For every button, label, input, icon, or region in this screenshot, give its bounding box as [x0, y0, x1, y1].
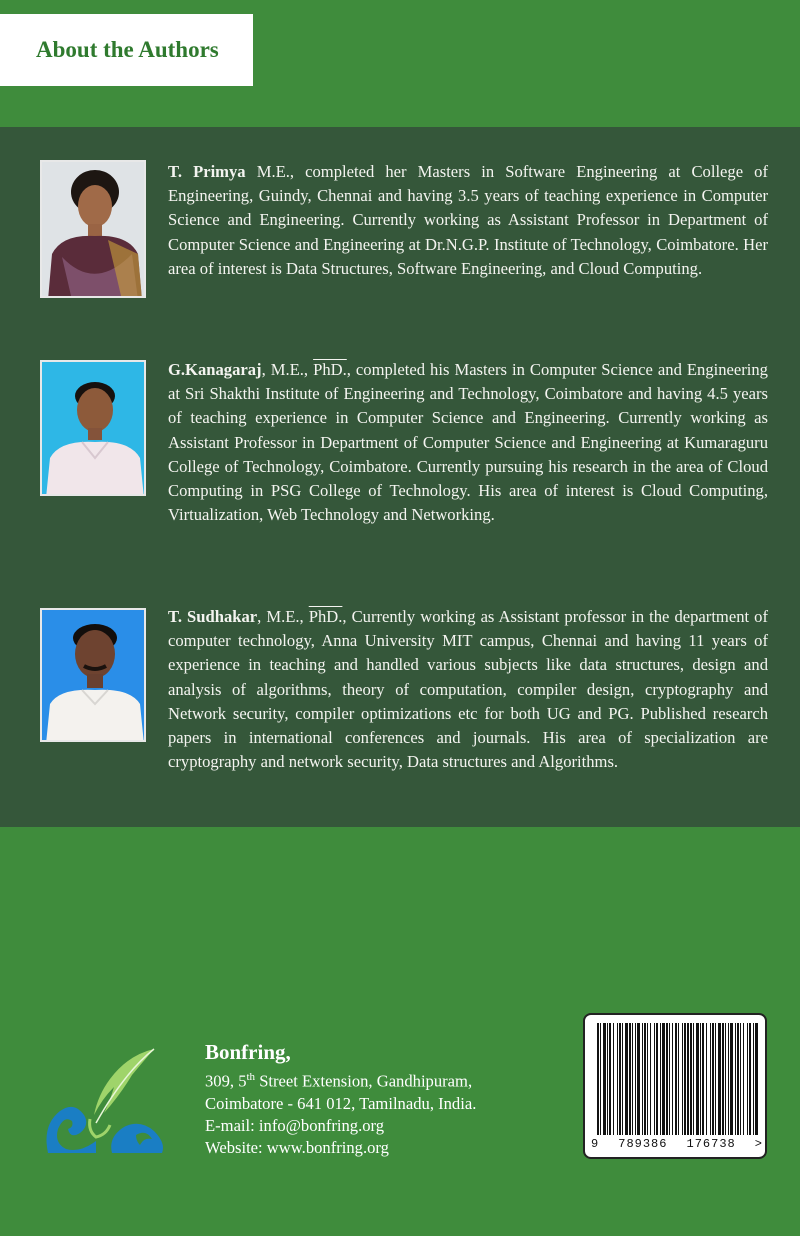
barcode-bar: [690, 1023, 692, 1135]
section-title-box: [0, 14, 253, 86]
barcode-bar: [644, 1023, 646, 1135]
barcode-bar: [710, 1023, 711, 1135]
author-bio-sudhakar: [168, 605, 768, 774]
barcode-bar: [735, 1023, 736, 1135]
barcode-bar: [712, 1023, 714, 1135]
barcode-bar: [607, 1023, 608, 1135]
barcode-bar: [743, 1023, 744, 1135]
person-portrait-icon: [42, 610, 146, 742]
barcode-bar: [637, 1023, 640, 1135]
publisher-website: Website: www.bonfring.org: [205, 1137, 389, 1157]
barcode-bar: [619, 1023, 621, 1135]
barcode-bar: [622, 1023, 623, 1135]
barcode-bar: [696, 1023, 699, 1135]
publisher-email: E-mail: info@bonfring.org: [205, 1115, 385, 1135]
author-degrees: , M.E.,: [261, 360, 309, 379]
publisher-name: Bonfring,: [205, 1040, 291, 1064]
barcode-bar: [672, 1023, 673, 1135]
barcode-bar: [682, 1023, 683, 1135]
barcode-bar: [650, 1023, 651, 1135]
author-degrees: , M.E.,: [257, 607, 304, 626]
barcode-bar: [654, 1023, 655, 1135]
barcode-bar: [632, 1023, 633, 1135]
barcode-bar: [675, 1023, 677, 1135]
barcode-digit-group-1: 789386: [618, 1137, 668, 1151]
barcode-bars: [593, 1023, 761, 1135]
author-bio-text: , Currently working as Assistant professor in the department of computer technology, Anna University MIT campus, Chennai and having 11 years of experience in teaching and handled various subjects like data structures, design and analysis of algorithms, theory of computation, compiler design, cryptography and Network security, compiler optimizations etc for both UG and PG. Published research papers in international conferences and journals. His area of specialization are cryptography and network security, Data structures and Algorithms.: [168, 607, 768, 772]
address-street: Street Extension, Gandhipuram,: [255, 1071, 473, 1091]
author-name: G.Kanagaraj: [168, 360, 262, 379]
barcode-bar: [684, 1023, 686, 1135]
publisher-info: [205, 1038, 476, 1159]
barcode-bar: [597, 1023, 599, 1135]
author-photo-kanagaraj: [40, 360, 146, 496]
barcode-bar: [693, 1023, 694, 1135]
barcode-bar: [755, 1023, 758, 1135]
author-degrees: M.E.,: [245, 162, 295, 181]
barcode-bar: [629, 1023, 631, 1135]
author-bio-text: , completed his Masters in Computer Science and Engineering at Sri Shakthi Institute of Engineering and Technology, Coimbatore and having 4.5 years of teaching experience in Computer Science and Engineering. Currently working as Assistant Professor in Department of Computer Science and Engineering at Kumaraguru College of Technology, Coimbatore. Currently pursuing his research in the area of Cloud Computing in PSG College of Technology. His area of interest is Cloud Computing, Virtualization, Web Technology and Networking.: [168, 360, 768, 525]
barcode-bar: [687, 1023, 689, 1135]
barcode-bar: [642, 1023, 643, 1135]
barcode-bar: [660, 1023, 661, 1135]
author-phd: PhD.: [313, 360, 347, 379]
author-name: T. Primya: [168, 162, 246, 181]
barcode-digits: [591, 1137, 763, 1151]
barcode-digit-tail: >: [754, 1137, 763, 1151]
barcode-bar: [722, 1023, 724, 1135]
barcode-bar: [706, 1023, 707, 1135]
barcode-bar: [753, 1023, 754, 1135]
author-photo-primya: [40, 160, 146, 298]
barcode-bar: [737, 1023, 739, 1135]
author-bio-primya: [168, 160, 768, 281]
barcode-bar: [603, 1023, 606, 1135]
barcode-bar: [656, 1023, 658, 1135]
barcode-bar: [728, 1023, 729, 1135]
barcode-bar: [669, 1023, 670, 1135]
author-phd: PhD.: [308, 607, 343, 626]
author-name: T. Sudhakar: [168, 607, 258, 626]
barcode-bar: [747, 1023, 748, 1135]
barcode-bar: [702, 1023, 704, 1135]
author-bio-kanagaraj: [168, 358, 768, 527]
person-portrait-icon: [42, 362, 146, 496]
barcode-bar: [700, 1023, 701, 1135]
isbn-barcode: [583, 1013, 767, 1159]
barcode-bar: [666, 1023, 668, 1135]
barcode-bar: [625, 1023, 628, 1135]
barcode-bar: [617, 1023, 618, 1135]
barcode-bar: [609, 1023, 611, 1135]
barcode-bar: [600, 1023, 601, 1135]
barcode-bar: [730, 1023, 733, 1135]
barcode-bar: [678, 1023, 679, 1135]
barcode-bar: [613, 1023, 614, 1135]
section-title: About the Authors: [36, 37, 219, 62]
barcode-digit-lead: 9: [591, 1137, 600, 1151]
barcode-bar: [635, 1023, 636, 1135]
barcode-bar: [718, 1023, 721, 1135]
barcode-bar: [647, 1023, 648, 1135]
publisher-city: Coimbatore - 641 012, Tamilnadu, India.: [205, 1093, 477, 1113]
person-portrait-icon: [42, 162, 146, 298]
publisher-address: [205, 1066, 476, 1093]
bonfring-logo-icon: [40, 1045, 168, 1157]
address-number: 309, 5: [205, 1071, 247, 1091]
author-photo-sudhakar: [40, 608, 146, 742]
author-bio-text: completed her Masters in Software Engineering at College of Engineering, Guindy, Chennai and having 3.5 years of teaching experience in Computer Science and Engineering. Currently working as Assistant Professor in Department of Computer Science and Engineering at Dr.N.G.P. Institute of Technology, Coimbatore. Her area of interest is Data Structures, Software Engineering, and Cloud Computing.: [168, 162, 768, 278]
address-suffix: th: [246, 1071, 256, 1083]
barcode-bar: [749, 1023, 751, 1135]
barcode-bar: [715, 1023, 716, 1135]
barcode-bar: [725, 1023, 726, 1135]
barcode-digit-group-2: 176738: [686, 1137, 736, 1151]
barcode-bar: [662, 1023, 665, 1135]
barcode-bar: [740, 1023, 741, 1135]
